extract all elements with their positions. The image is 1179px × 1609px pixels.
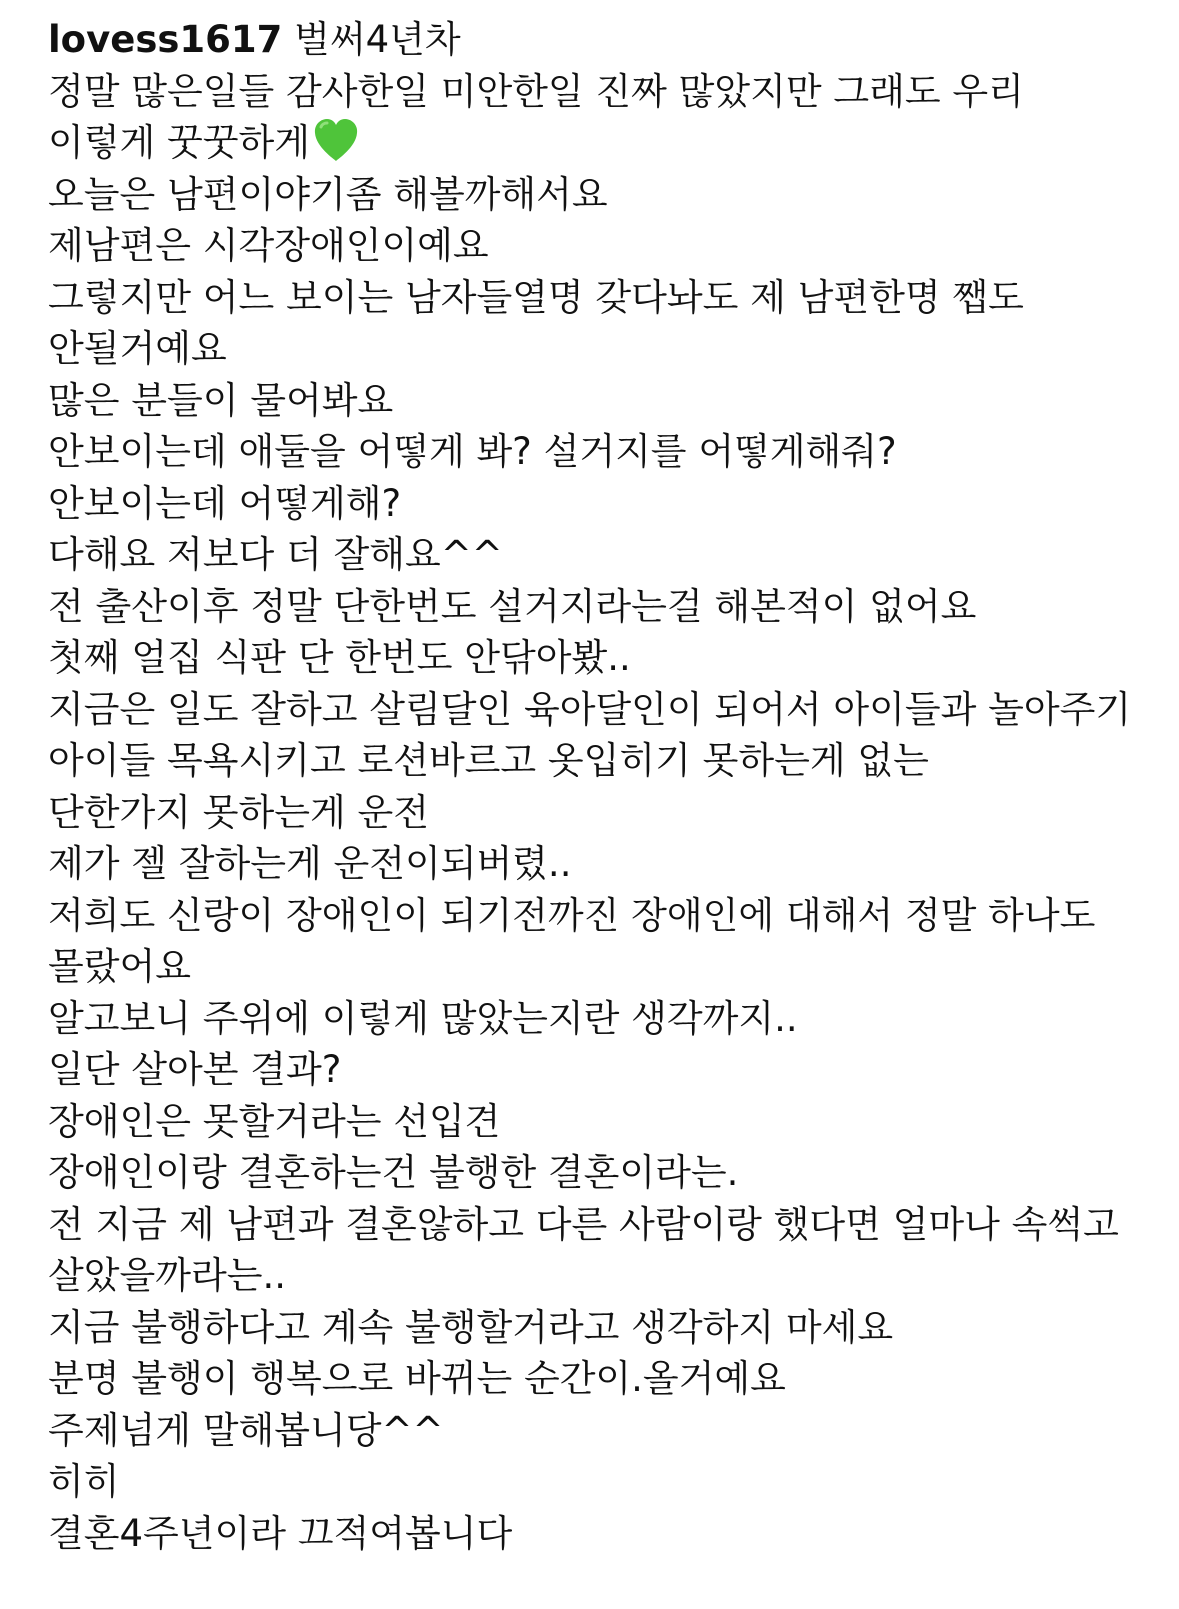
caption-line: 첫째 얼집 식판 단 한번도 안닦아봤.. (48, 636, 631, 679)
username-link[interactable]: lovess1617 (48, 18, 283, 61)
caption-line: 결혼4주년이라 끄적여봅니다 (48, 1511, 513, 1555)
caption-line: 히히 (48, 1460, 120, 1503)
caption-line-text: 정말 많은일들 감사한일 미안한일 진짜 많았지만 그래도 우리 이렇게 꿋꿋하게 (48, 69, 1024, 164)
caption-line: 전 출산이후 정말 단한번도 설거지라는걸 해본적이 없어요 (48, 584, 977, 628)
caption-line: 장애인은 못할거라는 선입견 (48, 1099, 501, 1143)
caption-line: 일단 살아본 결과? (48, 1048, 342, 1091)
caption-line (48, 66, 1138, 169)
caption-line: 주제넘게 말해봅니당^^ (48, 1408, 444, 1452)
caption-line: 안보이는데 애둘을 어떻게 봐? 설거지를 어떻게해줘? (48, 430, 897, 473)
caption-first-line (48, 14, 1138, 66)
caption-first-line-text: 벌써4년차 (282, 18, 461, 61)
caption-line: 안보이는데 어떻게해? (48, 481, 402, 525)
caption-line: 제남편은 시각장애인이예요 (48, 224, 489, 267)
green-heart-icon (312, 117, 360, 163)
caption-line: 장애인이랑 결혼하는건 불행한 결혼이라는. (48, 1151, 739, 1194)
caption-line: 그렇지만 어느 보이는 남자들열명 갖다놔도 제 남편한명 쨉도 안될거예요 (48, 275, 1024, 370)
caption-line: 지금은 일도 잘하고 살림달인 육아달인이 되어서 아이들과 놀아주기 아이들 목욕시키고 로션바르고 옷입히기 못하는게 없는 (48, 687, 1132, 782)
caption-line: 단한가지 못하는게 운전 (48, 790, 429, 834)
caption-line: 분명 불행이 행복으로 바뀌는 순간이.올거예요 (48, 1357, 786, 1400)
caption-line: 제가 젤 잘하는게 운전이되버렸.. (48, 842, 572, 885)
caption-line: 오늘은 남편이야기좀 해볼까해서요 (48, 172, 608, 216)
caption-line: 지금 불행하다고 계속 불행할거라고 생각하지 마세요 (48, 1305, 894, 1349)
caption-line: 다해요 저보다 더 잘해요^^ (48, 533, 503, 576)
caption-line: 많은 분들이 물어봐요 (48, 378, 394, 422)
post-caption (48, 14, 1138, 1559)
caption-line: 알고보니 주위에 이렇게 많았는지란 생각까지.. (48, 996, 798, 1040)
caption-line: 저희도 신랑이 장애인이 되기전까진 장애인에 대해서 정말 하나도 몰랐어요 (48, 893, 1096, 988)
caption-line: 전 지금 제 남편과 결혼않하고 다른 사람이랑 했다면 얼마나 속썩고 살았을까라는.. (48, 1202, 1119, 1297)
